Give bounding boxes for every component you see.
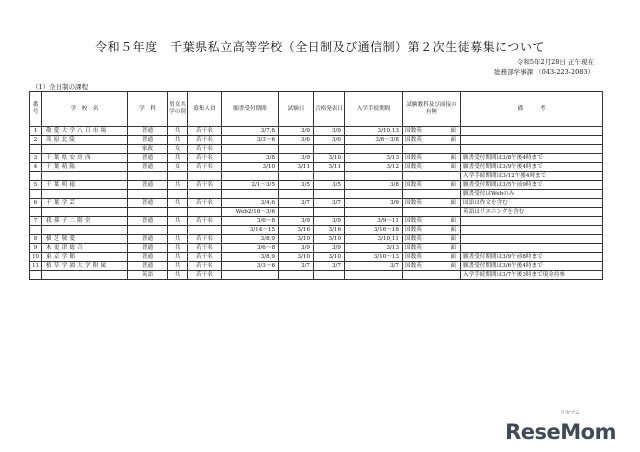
course-cell: 家政 (128, 145, 168, 154)
exam-subjects-cell (403, 145, 461, 154)
school-name-cell (42, 271, 128, 280)
quota-cell: 若干名 (188, 199, 222, 208)
table-row (30, 172, 603, 181)
quota-cell: 若干名 (188, 181, 222, 190)
remarks-cell: 願書受付期間は3/6午後4時まで (461, 262, 603, 271)
interview-mark: 面 (450, 164, 456, 170)
course-cell: 普通 (128, 136, 168, 145)
school-name-cell: 木更津総合 (42, 244, 128, 253)
exam-subjects-cell (403, 154, 461, 163)
row-number-cell: 1 (30, 127, 42, 136)
quota-cell: 若干名 (188, 163, 222, 172)
course-cell (128, 190, 168, 199)
header-proc: 入学手続期間 (345, 92, 403, 127)
exam-date-cell (279, 172, 314, 181)
course-cell: 普通 (128, 262, 168, 271)
apply-period-cell: 3/3〜6 (222, 136, 279, 145)
apply-period-cell: 3/8,9 (222, 253, 279, 262)
school-name-cell: 敬愛大学八日市場 (42, 127, 128, 136)
exam-subjects-cell (403, 199, 461, 208)
gender-cell: 女 (168, 163, 188, 172)
resemom-logo (505, 420, 616, 444)
procedure-period-cell: 3/13 (345, 244, 403, 253)
gender-cell (168, 208, 188, 217)
table-row (30, 145, 603, 154)
school-name-cell: 千葉明徳 (42, 181, 128, 190)
procedure-period-cell: 3/12 (345, 163, 403, 172)
pass-date-cell: 3/16 (314, 226, 345, 235)
row-number-cell: 11 (30, 262, 42, 271)
remarks-cell: 願書受付期間は3/9午前8時まで (461, 253, 603, 262)
table-row (30, 262, 603, 271)
apply-period-cell: Web2/16〜3/6 (222, 208, 279, 217)
subjects-text: 国数英 (405, 236, 422, 242)
gender-cell: 共 (168, 217, 188, 226)
gender-cell: 共 (168, 199, 188, 208)
school-name-cell (42, 145, 128, 154)
procedure-period-cell: 3/6〜3/8 (345, 136, 403, 145)
interview-mark: 面 (450, 128, 456, 134)
procedure-period-cell (345, 190, 403, 199)
quota-cell: 若干名 (188, 217, 222, 226)
subjects-text: 国数英 (405, 245, 422, 251)
apply-period-cell (222, 271, 279, 280)
course-cell: 普通 (128, 217, 168, 226)
exam-date-cell: 3/5 (279, 181, 314, 190)
quota-cell (188, 208, 222, 217)
apply-period-cell (222, 190, 279, 199)
row-number-cell: 6 (30, 199, 42, 208)
pass-date-cell: 3/9 (314, 217, 345, 226)
interview-mark: 面 (450, 182, 456, 188)
school-name-cell: 千葉萌陽 (42, 163, 128, 172)
interview-mark: 面 (450, 236, 456, 242)
pass-date-cell (314, 172, 345, 181)
quota-cell (188, 172, 222, 181)
quota-cell: 若干名 (188, 271, 222, 280)
remarks-cell: 入学手続期間は3/7午後3時まで現金持参 (461, 271, 603, 280)
table-row (30, 190, 603, 199)
subjects-text: 国数英 (405, 218, 422, 224)
quota-cell: 若干名 (188, 235, 222, 244)
table-row (30, 226, 603, 235)
gender-cell: 共 (168, 136, 188, 145)
gender-cell (168, 226, 188, 235)
procedure-period-cell: 3/10,13 (345, 127, 403, 136)
exam-date-cell: 3/11 (279, 163, 314, 172)
remarks-cell: 願書受付はWebのみ (461, 190, 603, 199)
row-number-cell (30, 190, 42, 199)
quota-cell (188, 226, 222, 235)
school-name-cell: 東京学館 (42, 253, 128, 262)
exam-subjects-cell (403, 226, 461, 235)
row-number-cell (30, 271, 42, 280)
apply-period-cell: 3/6〜8 (222, 244, 279, 253)
quota-cell: 若干名 (188, 127, 222, 136)
quota-cell: 若干名 (188, 136, 222, 145)
apply-period-cell (222, 145, 279, 154)
course-cell: 普通 (128, 235, 168, 244)
remarks-cell: 願書受付期間は3/9午後4時まで (461, 163, 603, 172)
remarks-cell: 英語はリスニングを含む (461, 208, 603, 217)
table-row (30, 181, 603, 190)
gender-cell: 共 (168, 271, 188, 280)
table-row (30, 244, 603, 253)
pass-date-cell: 3/7 (314, 199, 345, 208)
remarks-cell (461, 235, 603, 244)
gender-cell: 共 (168, 262, 188, 271)
interview-mark: 面 (450, 263, 456, 269)
exam-subjects-cell (403, 190, 461, 199)
header-subjects: 試験教科及び面接の有無 (403, 92, 461, 127)
header-quota: 募集人員 (188, 92, 222, 127)
row-number-cell (30, 226, 42, 235)
exam-subjects-cell (403, 181, 461, 190)
header-school: 学 校 名 (42, 92, 128, 127)
gender-cell: 共 (168, 253, 188, 262)
row-number-cell: 10 (30, 253, 42, 262)
remarks-cell (461, 244, 603, 253)
pass-date-cell (314, 271, 345, 280)
gender-cell: 共 (168, 154, 188, 163)
remarks-cell (461, 136, 603, 145)
pass-date-cell (314, 208, 345, 217)
exam-date-cell (279, 145, 314, 154)
remarks-cell: 願書受付期間は3/8午後4時まで (461, 154, 603, 163)
pass-date-cell: 3/6 (314, 136, 345, 145)
procedure-period-cell: 3/9〜11 (345, 217, 403, 226)
exam-date-cell (279, 208, 314, 217)
exam-date-cell (279, 190, 314, 199)
apply-period-cell: 3/10 (222, 163, 279, 172)
procedure-period-cell: 3/7 (345, 262, 403, 271)
quota-cell: 若干名 (188, 145, 222, 154)
remarks-cell: 入学手続期間は3/12午後4時まで (461, 172, 603, 181)
course-cell: 普通 (128, 154, 168, 163)
exam-date-cell (279, 271, 314, 280)
interview-mark: 面 (450, 254, 456, 260)
school-name-cell: 千葉学芸 (42, 199, 128, 208)
exam-date-cell: 3/10 (279, 235, 314, 244)
school-name-cell (42, 208, 128, 217)
table-row (30, 208, 603, 217)
apply-period-cell: 3/4,6 (222, 199, 279, 208)
school-name-cell: 横芝敬愛 (42, 235, 128, 244)
subjects-text: 国数英 (405, 164, 422, 170)
quota-cell: 若干名 (188, 253, 222, 262)
subjects-text: 国数英 (405, 182, 422, 188)
row-number-cell: 8 (30, 235, 42, 244)
procedure-period-cell: 3/10〜13 (345, 253, 403, 262)
header-course: 学 科 (128, 92, 168, 127)
interview-mark: 面 (450, 137, 456, 143)
pass-date-cell: 3/9 (314, 127, 345, 136)
subjects-text: 国数英 (405, 128, 422, 134)
school-name-cell: 植草学園大学附属 (42, 262, 128, 271)
apply-period-cell: 3/14〜15 (222, 226, 279, 235)
course-cell: 普通 (128, 244, 168, 253)
exam-date-cell: 3/9 (279, 217, 314, 226)
gender-cell: 共 (168, 127, 188, 136)
exam-subjects-cell (403, 136, 461, 145)
apply-period-cell: 3/8,9 (222, 235, 279, 244)
apply-period-cell: 3/7,8 (222, 127, 279, 136)
course-cell (128, 208, 168, 217)
header-no: 番号 (30, 92, 42, 127)
exam-date-cell: 3/7 (279, 262, 314, 271)
course-cell: 普通 (128, 181, 168, 190)
exam-date-cell: 3/7 (279, 199, 314, 208)
table-row (30, 271, 603, 280)
quota-cell (188, 190, 222, 199)
header-exam: 試験日 (279, 92, 314, 127)
remarks-cell (461, 226, 603, 235)
quota-cell: 若干名 (188, 244, 222, 253)
pass-date-cell: 3/11 (314, 163, 345, 172)
interview-mark: 面 (450, 245, 456, 251)
table-row (30, 127, 603, 136)
apply-period-cell (222, 172, 279, 181)
row-number-cell: 4 (30, 163, 42, 172)
subjects-text: 国数英 (405, 200, 422, 206)
row-number-cell: 9 (30, 244, 42, 253)
row-number-cell (30, 208, 42, 217)
procedure-period-cell (345, 172, 403, 181)
page-title: 令和５年度 千葉県私立高等学校（全日制及び通信制）第２次生徒募集について (95, 40, 545, 54)
quota-cell: 若干名 (188, 262, 222, 271)
row-number-cell: 5 (30, 181, 42, 190)
row-number-cell (30, 172, 42, 181)
exam-subjects-cell (403, 253, 461, 262)
pass-date-cell: 3/5 (314, 181, 345, 190)
exam-subjects-cell (403, 262, 461, 271)
exam-subjects-cell (403, 163, 461, 172)
header-remarks: 備 考 (461, 92, 603, 127)
course-cell: 普通 (128, 199, 168, 208)
date-note: 令和5年2月28日 正午現在 (516, 58, 594, 66)
subjects-text: 国数英 (405, 263, 422, 269)
pass-date-cell: 3/7 (314, 262, 345, 271)
procedure-period-cell (345, 208, 403, 217)
procedure-period-cell (345, 145, 403, 154)
pass-date-cell (314, 190, 345, 199)
row-number-cell (30, 145, 42, 154)
exam-subjects-cell (403, 271, 461, 280)
gender-cell (168, 172, 188, 181)
pass-date-cell: 3/9 (314, 244, 345, 253)
procedure-period-cell (345, 271, 403, 280)
contact-info: 総務部学事課 （043-223-2083） (494, 68, 594, 76)
exam-date-cell: 3/9 (279, 154, 314, 163)
school-name-cell (42, 190, 128, 199)
exam-date-cell: 3/9 (279, 127, 314, 136)
exam-date-cell: 3/6 (279, 136, 314, 145)
table-row (30, 154, 603, 163)
table-row (30, 217, 603, 226)
school-name-cell (42, 226, 128, 235)
pass-date-cell: 3/10 (314, 253, 345, 262)
table-row (30, 136, 603, 145)
interview-mark: 面 (450, 218, 456, 224)
apply-period-cell: 2/1〜3/5 (222, 181, 279, 190)
exam-date-cell: 3/10 (279, 253, 314, 262)
exam-date-cell: 3/16 (279, 226, 314, 235)
gender-cell: 女 (168, 145, 188, 154)
table-row (30, 253, 603, 262)
subjects-text: 国数英 (405, 254, 422, 260)
remarks-cell (461, 127, 603, 136)
exam-subjects-cell (403, 127, 461, 136)
procedure-period-cell: 3/10,11 (345, 235, 403, 244)
school-name-cell (42, 172, 128, 181)
procedure-period-cell: 3/9 (345, 199, 403, 208)
row-number-cell: 3 (30, 154, 42, 163)
exam-date-cell: 3/9 (279, 244, 314, 253)
header-gender: 男女共学の別 (168, 92, 188, 127)
row-number-cell: 2 (30, 136, 42, 145)
exam-subjects-cell (403, 244, 461, 253)
procedure-period-cell: 3/16〜18 (345, 226, 403, 235)
school-name-cell: 千葉県安房西 (42, 154, 128, 163)
apply-period-cell: 3/8 (222, 154, 279, 163)
remarks-cell: 願書受付期間は3/5午前9時まで (461, 181, 603, 190)
course-cell: 普通 (128, 253, 168, 262)
remarks-cell (461, 145, 603, 154)
school-name-cell: 茂原北陵 (42, 136, 128, 145)
interview-mark: 面 (450, 155, 456, 161)
header-apply: 願書受付期間 (222, 92, 279, 127)
section-heading: （1）全日制の課程 (32, 83, 89, 91)
procedure-period-cell: 3/13 (345, 154, 403, 163)
recruitment-table (29, 91, 603, 280)
gender-cell: 共 (168, 235, 188, 244)
table-row (30, 199, 603, 208)
course-cell: 普通 (128, 127, 168, 136)
interview-mark: 面 (450, 227, 456, 233)
course-cell: 英語 (128, 271, 168, 280)
course-cell: 普通 (128, 163, 168, 172)
exam-subjects-cell (403, 172, 461, 181)
pass-date-cell (314, 145, 345, 154)
header-pass: 合格発表日 (314, 92, 345, 127)
logo-text: ReseMom (505, 420, 616, 444)
course-cell (128, 172, 168, 181)
exam-subjects-cell (403, 235, 461, 244)
subjects-text: 国数英 (405, 137, 422, 143)
procedure-period-cell: 3/8 (345, 181, 403, 190)
logo-reading: リセマム (560, 410, 580, 416)
pass-date-cell: 3/10 (314, 154, 345, 163)
table-row (30, 235, 603, 244)
subjects-text: 国数英 (405, 155, 422, 161)
interview-mark: 面 (450, 200, 456, 206)
remarks-cell: 国語は作文を含む (461, 199, 603, 208)
gender-cell: 共 (168, 181, 188, 190)
apply-period-cell: 3/6〜8 (222, 217, 279, 226)
gender-cell (168, 190, 188, 199)
school-name-cell: 我孫子二階堂 (42, 217, 128, 226)
exam-subjects-cell (403, 208, 461, 217)
pass-date-cell: 3/10 (314, 235, 345, 244)
subjects-text: 国数英 (405, 227, 422, 233)
remarks-cell (461, 217, 603, 226)
exam-subjects-cell (403, 217, 461, 226)
course-cell (128, 226, 168, 235)
row-number-cell: 7 (30, 217, 42, 226)
table-row (30, 163, 603, 172)
apply-period-cell: 3/3〜6 (222, 262, 279, 271)
quota-cell: 若干名 (188, 154, 222, 163)
gender-cell: 共 (168, 244, 188, 253)
